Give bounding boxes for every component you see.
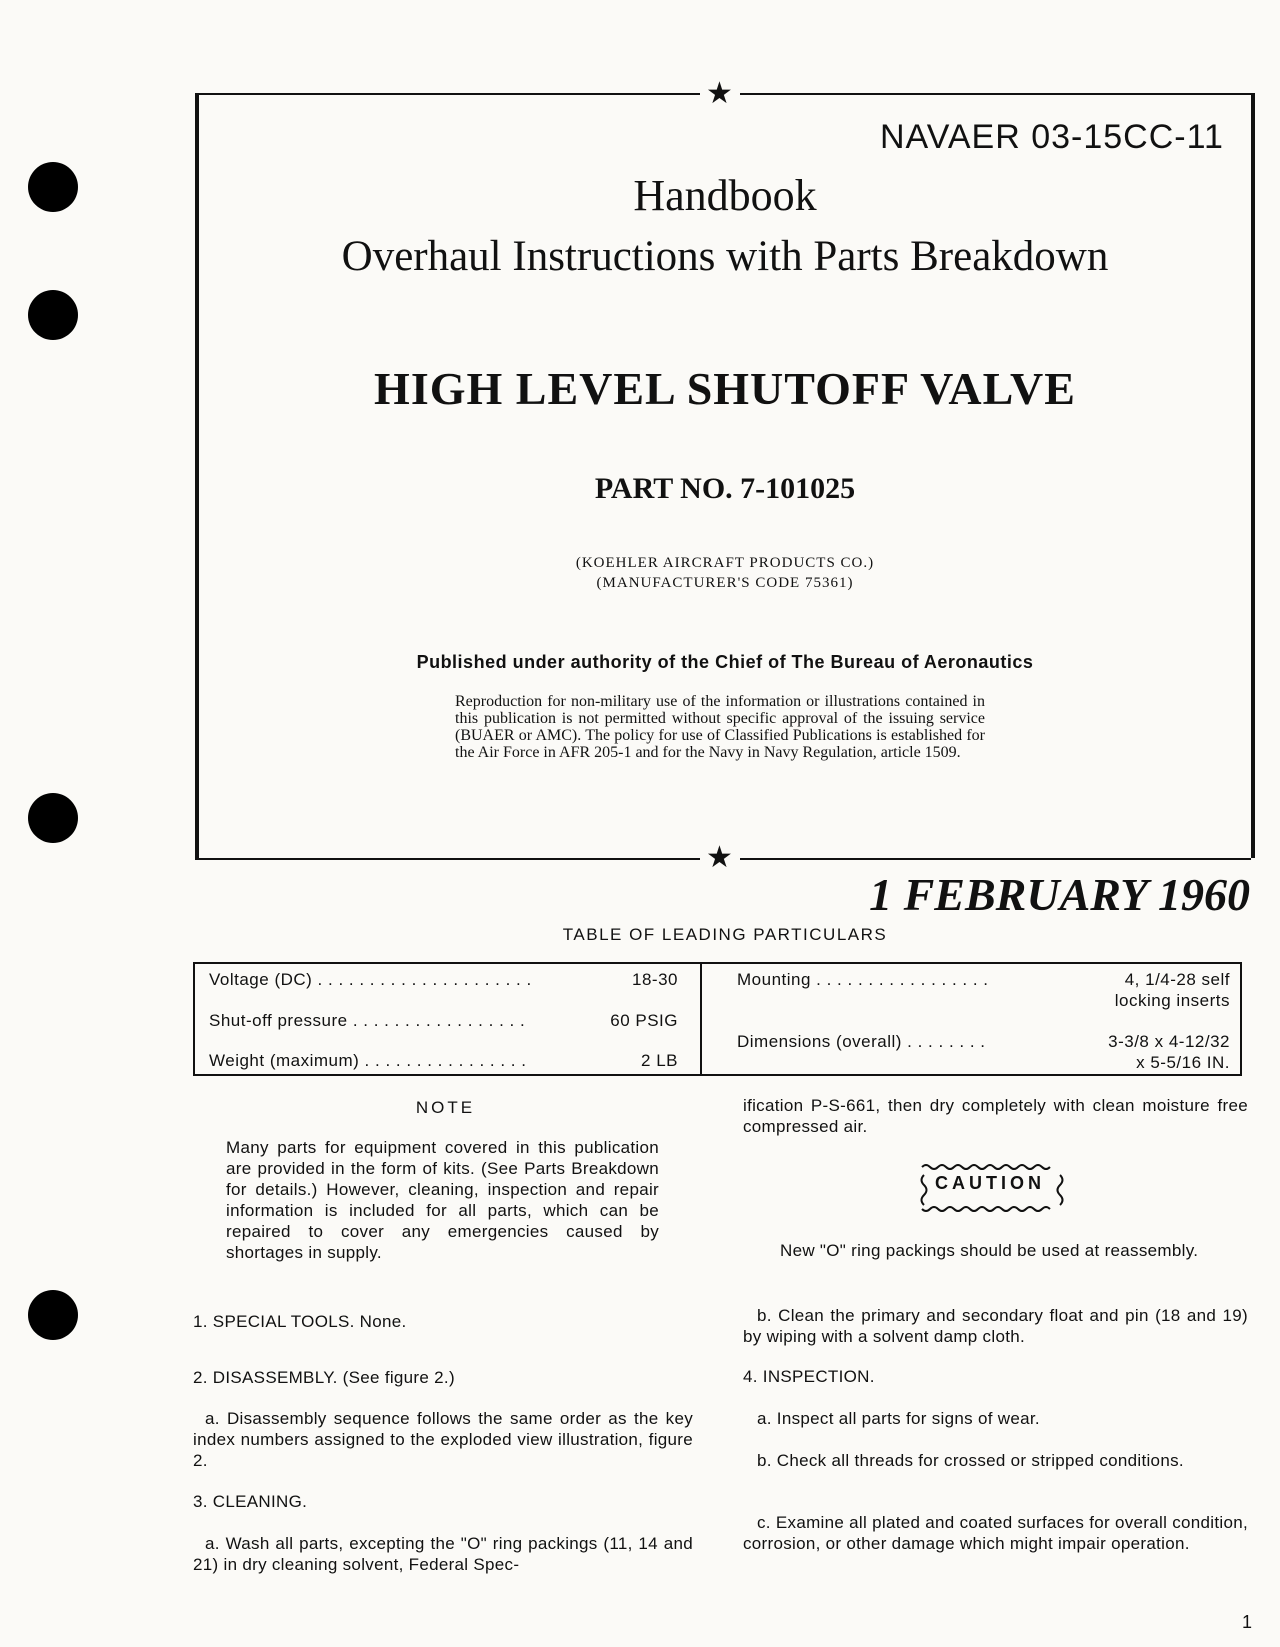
title-box-bottom-rule-right [740, 858, 1251, 860]
page-number: 1 [1241, 1612, 1252, 1632]
caution-box [918, 1161, 1068, 1216]
publication-number: NAVAER 03-15CC-11 [880, 118, 1224, 156]
particular-value: 3-3/8 x 4-12/32 [1108, 1032, 1230, 1051]
particular-row [209, 1051, 526, 1071]
particular-value-cont: x 5-5/16 IN. [1136, 1053, 1230, 1072]
particular-label: Dimensions (overall) [737, 1032, 902, 1051]
note-text: Many parts for equipment covered in this publication are provided in the form of kits. (See Parts Breakdown for details.) However, cleaning, inspection and repair information is included for all parts, which can be repaired to cover any emergencies caused by shortages in supply. [226, 1138, 659, 1262]
title-box-top-rule-left [195, 93, 700, 95]
title-box-top-rule-right [740, 93, 1251, 95]
binder-hole-top [28, 162, 78, 212]
inspection-step-a: a. Inspect all parts for signs of wear. [757, 1409, 1040, 1428]
binder-hole-upper [28, 290, 78, 340]
inspection-step-c: c. Examine all plated and coated surfaces for overall condition, corrosion, or other damage which might impair operation. [743, 1513, 1248, 1553]
particular-value: 18-30 [632, 970, 678, 989]
particular-value-cont: locking inserts [1114, 991, 1230, 1010]
section-inspection: 4. INSPECTION. [743, 1367, 875, 1386]
authority-statement: Published under authority of the Chief of The Bureau of Aeronautics [416, 652, 1034, 672]
cleaning-step-a-continued: ification P-S-661, then dry completely with clean moisture free compressed air. [743, 1096, 1248, 1136]
inspection-step-b: b. Check all threads for crossed or stripped conditions. [757, 1451, 1184, 1470]
section-special-tools: 1. SPECIAL TOOLS. None. [193, 1312, 407, 1331]
equipment-title: HIGH LEVEL SHUTOFF VALVE [374, 363, 1076, 414]
particular-leader: . . . . . . . . . . . . . . . . . [347, 1011, 526, 1030]
reproduction-notice: Reproduction for non-military use of the information or illustrations contained in this publication is not permitted without specific approval of the issuing service (BUAER or AMC). The policy for use of Classified Publications is established for the Air Force in AFR 205-1 and for the Navy in Navy Regulation, article 1509. [455, 693, 985, 761]
particular-label: Shut-off pressure [209, 1011, 348, 1030]
particular-label: Mounting [737, 970, 811, 989]
particular-row [737, 1032, 986, 1052]
star-icon: ★ [706, 840, 733, 875]
caution-label: CAUTION [935, 1173, 1045, 1193]
leading-particulars-title: TABLE OF LEADING PARTICULARS [562, 925, 888, 944]
particular-leader: . . . . . . . . . . . . . . . . [359, 1051, 527, 1070]
manufacturer: (KOEHLER AIRCRAFT PRODUCTS CO.) [575, 555, 875, 571]
doc-subtitle: Overhaul Instructions with Parts Breakdown [341, 233, 1109, 280]
particular-value: 2 LB [641, 1051, 678, 1070]
note-heading: NOTE [415, 1098, 476, 1117]
particular-row [209, 970, 532, 990]
particular-leader: . . . . . . . . . . . . . . . . . [810, 970, 989, 989]
publication-date: 1 FEBRUARY 1960 [869, 869, 1250, 920]
manufacturer-code: (MANUFACTURER'S CODE 75361) [596, 575, 854, 591]
particular-value: 60 PSIG [610, 1011, 678, 1030]
caution-text: New "O" ring packings should be used at reassembly. [780, 1241, 1199, 1260]
section-cleaning: 3. CLEANING. [193, 1492, 308, 1511]
section-disassembly: 2. DISASSEMBLY. (See figure 2.) [193, 1368, 455, 1387]
particulars-left-column [195, 964, 702, 1074]
particular-value: 4, 1/4-28 self [1124, 970, 1230, 989]
cleaning-step-a: a. Wash all parts, excepting the "O" ring packings (11, 14 and 21) in dry cleaning solvent, Federal Spec- [193, 1534, 693, 1574]
binder-hole-bottom [28, 1290, 78, 1340]
star-icon: ★ [706, 76, 733, 111]
disassembly-step-a: a. Disassembly sequence follows the same order as the key index numbers assigned to the exploded view illustration, figure 2. [193, 1409, 693, 1470]
particular-row [209, 1011, 525, 1031]
doc-type: Handbook [633, 171, 817, 220]
leading-particulars-table [193, 962, 1242, 1076]
title-box-bottom-rule-left [195, 858, 700, 860]
particular-leader: . . . . . . . . [901, 1032, 986, 1051]
particular-leader: . . . . . . . . . . . . . . . . . . . . . [312, 970, 532, 989]
binder-hole-middle [28, 793, 78, 843]
particular-row [737, 970, 989, 990]
particular-label: Weight (maximum) [209, 1051, 360, 1070]
particulars-right-column [702, 964, 1240, 1074]
cleaning-step-b: b. Clean the primary and secondary float and pin (18 and 19) by wiping with a solvent damp cloth. [743, 1306, 1248, 1346]
part-number: PART NO. 7-101025 [594, 472, 856, 505]
particular-label: Voltage (DC) [209, 970, 313, 989]
